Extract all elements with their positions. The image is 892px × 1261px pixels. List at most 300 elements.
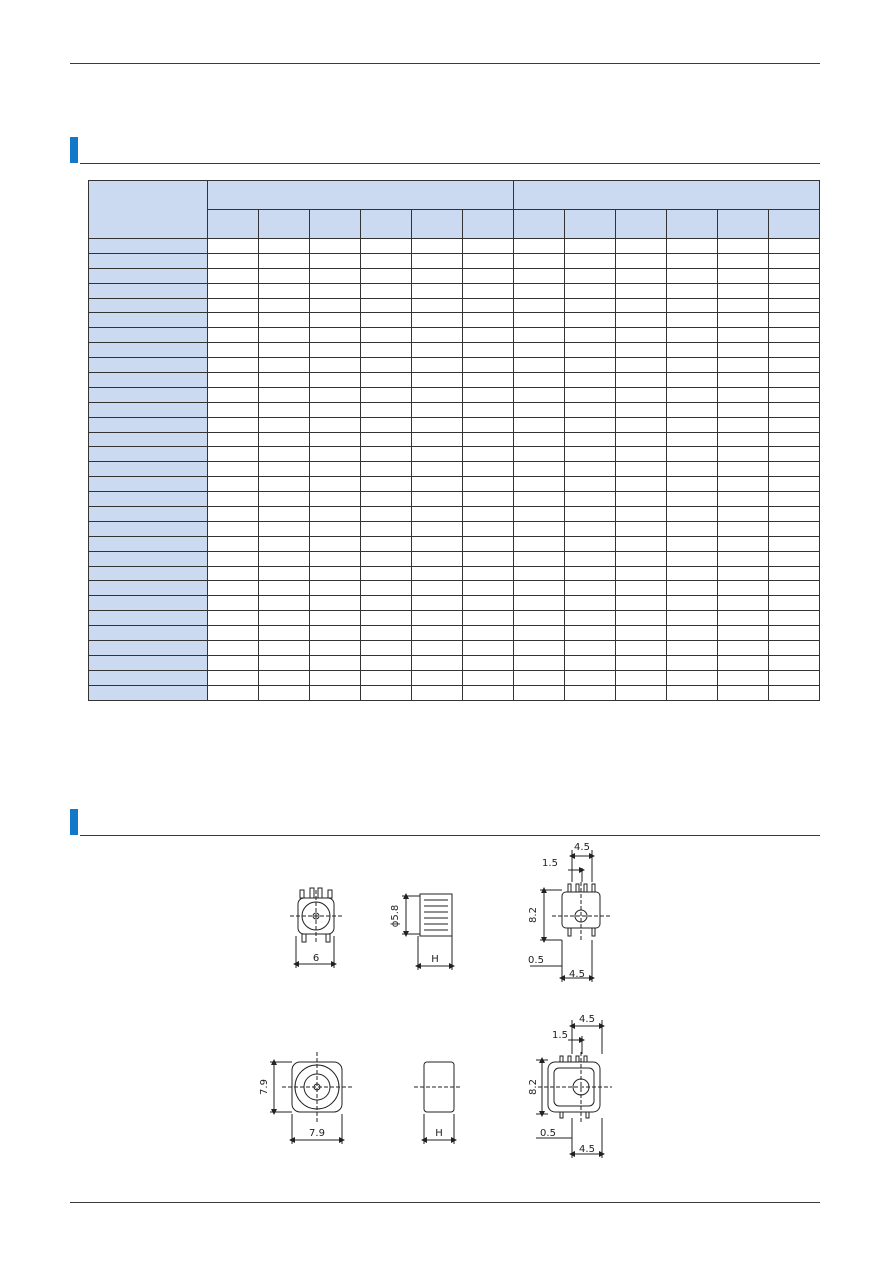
table-cell <box>667 417 718 432</box>
table-cell <box>412 611 463 626</box>
row-header-cell <box>89 462 208 477</box>
group-header-a <box>208 181 514 210</box>
table-cell <box>667 596 718 611</box>
table-cell <box>616 373 667 388</box>
table-cell <box>718 387 769 402</box>
table-cell <box>208 447 259 462</box>
table-cell <box>412 670 463 685</box>
table-cell <box>463 298 514 313</box>
table-cell <box>769 373 820 388</box>
table-cell <box>667 492 718 507</box>
type-a-bottom-pitch-label: 4.5 <box>569 969 585 980</box>
table-cell <box>514 611 565 626</box>
table-cell <box>667 298 718 313</box>
table-cell <box>718 521 769 536</box>
table-cell <box>310 432 361 447</box>
table-cell <box>310 551 361 566</box>
type-b-length-label: 8.2 <box>528 1079 539 1095</box>
table-cell <box>463 283 514 298</box>
table-cell <box>463 239 514 254</box>
type-a-width-label: 6 <box>312 953 320 964</box>
table-cell <box>718 239 769 254</box>
table-cell <box>718 328 769 343</box>
table-cell <box>769 358 820 373</box>
table-cell <box>208 462 259 477</box>
table-cell <box>412 447 463 462</box>
table-cell <box>769 417 820 432</box>
table-cell <box>565 655 616 670</box>
row-header-cell <box>89 492 208 507</box>
table-cell <box>208 626 259 641</box>
table-cell <box>616 670 667 685</box>
table-cell <box>565 626 616 641</box>
table-row <box>89 298 820 313</box>
table-cell <box>718 507 769 522</box>
table-cell <box>361 373 412 388</box>
table-cell <box>310 402 361 417</box>
table-cell <box>514 521 565 536</box>
table-cell <box>361 313 412 328</box>
table-cell <box>514 358 565 373</box>
part-number-header <box>89 181 208 239</box>
table-cell <box>769 477 820 492</box>
row-header-cell <box>89 685 208 700</box>
table-cell <box>565 268 616 283</box>
table-cell <box>718 343 769 358</box>
table-cell <box>514 387 565 402</box>
table-cell <box>310 521 361 536</box>
row-header-cell <box>89 432 208 447</box>
table-cell <box>310 596 361 611</box>
table-cell <box>514 298 565 313</box>
table-cell <box>310 373 361 388</box>
table-cell <box>514 343 565 358</box>
table-cell <box>463 507 514 522</box>
table-cell <box>310 507 361 522</box>
table-cell <box>769 298 820 313</box>
row-header-cell <box>89 521 208 536</box>
table-cell <box>259 551 310 566</box>
table-cell <box>667 328 718 343</box>
table-cell <box>718 373 769 388</box>
table-cell <box>769 239 820 254</box>
table-cell <box>208 298 259 313</box>
table-row <box>89 611 820 626</box>
table-cell <box>718 685 769 700</box>
table-row <box>89 253 820 268</box>
table-cell <box>514 253 565 268</box>
table-row <box>89 432 820 447</box>
table-cell <box>361 670 412 685</box>
table-cell <box>310 581 361 596</box>
table-cell <box>565 521 616 536</box>
table-cell <box>412 387 463 402</box>
table-cell <box>412 581 463 596</box>
table-cell <box>412 521 463 536</box>
table-cell <box>565 432 616 447</box>
row-header-cell <box>89 596 208 611</box>
table-cell <box>514 328 565 343</box>
table-cell <box>208 641 259 656</box>
table-cell <box>208 551 259 566</box>
table-row <box>89 492 820 507</box>
table-cell <box>208 507 259 522</box>
sub-header-cell <box>208 210 259 239</box>
table-cell <box>310 387 361 402</box>
table-cell <box>667 477 718 492</box>
table-cell <box>718 283 769 298</box>
table-cell <box>514 373 565 388</box>
table-cell <box>259 432 310 447</box>
table-cell <box>208 358 259 373</box>
table-cell <box>616 387 667 402</box>
table-cell <box>412 313 463 328</box>
table-cell <box>259 507 310 522</box>
table-cell <box>667 283 718 298</box>
row-header-cell <box>89 373 208 388</box>
table-cell <box>514 239 565 254</box>
table-row <box>89 507 820 522</box>
table-cell <box>412 268 463 283</box>
table-cell <box>208 402 259 417</box>
table-cell <box>616 268 667 283</box>
table-cell <box>565 373 616 388</box>
table-cell <box>718 670 769 685</box>
table-cell <box>514 432 565 447</box>
table-cell <box>259 596 310 611</box>
table-cell <box>769 447 820 462</box>
table-cell <box>514 685 565 700</box>
table-cell <box>259 566 310 581</box>
table-cell <box>310 641 361 656</box>
table-row <box>89 655 820 670</box>
table-cell <box>310 611 361 626</box>
table-cell <box>667 239 718 254</box>
table-cell <box>259 268 310 283</box>
table-cell <box>667 343 718 358</box>
table-cell <box>565 641 616 656</box>
table-cell <box>718 462 769 477</box>
table-cell <box>514 596 565 611</box>
table-cell <box>361 477 412 492</box>
table-cell <box>310 685 361 700</box>
table-cell <box>667 373 718 388</box>
row-header-cell <box>89 551 208 566</box>
table-cell <box>769 253 820 268</box>
table-cell <box>616 611 667 626</box>
table-cell <box>565 581 616 596</box>
table-cell <box>310 298 361 313</box>
table-cell <box>361 685 412 700</box>
table-cell <box>208 283 259 298</box>
table-cell <box>565 536 616 551</box>
table-cell <box>259 670 310 685</box>
table-cell <box>208 492 259 507</box>
table-cell <box>259 387 310 402</box>
table-cell <box>616 581 667 596</box>
table-cell <box>361 492 412 507</box>
table-row <box>89 402 820 417</box>
table-cell <box>769 596 820 611</box>
table-row <box>89 685 820 700</box>
table-cell <box>769 626 820 641</box>
table-cell <box>310 477 361 492</box>
table-cell <box>667 655 718 670</box>
table-cell <box>514 492 565 507</box>
sub-header-cell <box>718 210 769 239</box>
table-cell <box>412 492 463 507</box>
table-cell <box>565 566 616 581</box>
table-cell <box>259 283 310 298</box>
table-cell <box>208 313 259 328</box>
table-cell <box>463 521 514 536</box>
table-cell <box>259 685 310 700</box>
table-cell <box>463 581 514 596</box>
table-cell <box>208 655 259 670</box>
table-cell <box>514 536 565 551</box>
table-cell <box>259 641 310 656</box>
table-cell <box>616 655 667 670</box>
table-cell <box>769 641 820 656</box>
table-cell <box>718 536 769 551</box>
sub-header-cell <box>514 210 565 239</box>
table-cell <box>514 477 565 492</box>
table-cell <box>718 551 769 566</box>
table-row <box>89 566 820 581</box>
table-cell <box>514 566 565 581</box>
table-cell <box>667 581 718 596</box>
table-cell <box>616 417 667 432</box>
row-header-cell <box>89 239 208 254</box>
table-cell <box>310 358 361 373</box>
type-b-bottom-pitch-label: 4.5 <box>579 1144 595 1155</box>
table-row <box>89 373 820 388</box>
table-cell <box>769 343 820 358</box>
table-cell <box>361 566 412 581</box>
table-cell <box>463 492 514 507</box>
table-cell <box>259 462 310 477</box>
footer-rule <box>70 1202 820 1203</box>
table-cell <box>310 626 361 641</box>
table-cell <box>463 268 514 283</box>
row-header-cell <box>89 507 208 522</box>
table-cell <box>718 358 769 373</box>
table-cell <box>616 536 667 551</box>
table-cell <box>616 447 667 462</box>
table-cell <box>310 343 361 358</box>
table-cell <box>514 655 565 670</box>
table-cell <box>208 268 259 283</box>
table-cell <box>361 283 412 298</box>
table-cell <box>769 462 820 477</box>
type-a-terminal-label: 0.5 <box>528 955 544 966</box>
table-cell <box>208 417 259 432</box>
type-b-side-h-label: 7.9 <box>309 1128 325 1139</box>
table-row <box>89 387 820 402</box>
table-cell <box>769 521 820 536</box>
table-cell <box>208 373 259 388</box>
table-cell <box>412 417 463 432</box>
table-cell <box>514 283 565 298</box>
table-cell <box>667 402 718 417</box>
table-cell <box>565 283 616 298</box>
table-cell <box>463 402 514 417</box>
table-cell <box>412 253 463 268</box>
table-row <box>89 536 820 551</box>
sub-header-cell <box>565 210 616 239</box>
table-cell <box>310 536 361 551</box>
table-cell <box>616 641 667 656</box>
table-cell <box>667 507 718 522</box>
table-cell <box>565 358 616 373</box>
type-a-length-label: 8.2 <box>528 907 539 923</box>
table-cell <box>616 298 667 313</box>
table-cell <box>208 387 259 402</box>
table-cell <box>310 253 361 268</box>
table-cell <box>361 611 412 626</box>
table-cell <box>208 521 259 536</box>
table-cell <box>259 611 310 626</box>
table-cell <box>208 611 259 626</box>
row-header-cell <box>89 417 208 432</box>
row-header-cell <box>89 387 208 402</box>
table-cell <box>259 581 310 596</box>
table-cell <box>616 685 667 700</box>
type-a-offset-label: 1.5 <box>542 858 558 869</box>
table-cell <box>514 641 565 656</box>
table-cell <box>667 521 718 536</box>
table-row <box>89 641 820 656</box>
table-cell <box>514 551 565 566</box>
table-cell <box>463 611 514 626</box>
table-cell <box>463 626 514 641</box>
table-cell <box>361 581 412 596</box>
table-cell <box>565 313 616 328</box>
table-cell <box>361 358 412 373</box>
table-cell <box>616 358 667 373</box>
table-cell <box>667 670 718 685</box>
table-cell <box>616 521 667 536</box>
table-cell <box>514 462 565 477</box>
table-cell <box>463 596 514 611</box>
type-b-pitch-label: 4.5 <box>579 1014 595 1025</box>
row-header-cell <box>89 670 208 685</box>
table-cell <box>769 685 820 700</box>
table-cell <box>361 536 412 551</box>
table-cell <box>718 581 769 596</box>
table-cell <box>616 477 667 492</box>
table-row <box>89 268 820 283</box>
table-cell <box>463 655 514 670</box>
table-cell <box>208 328 259 343</box>
type-a-diameter-label: ϕ5.8 <box>390 904 401 928</box>
sub-header-cell <box>769 210 820 239</box>
table-cell <box>667 462 718 477</box>
table-cell <box>310 447 361 462</box>
table-cell <box>412 373 463 388</box>
table-cell <box>361 268 412 283</box>
type-a-pitch-label: 4.5 <box>574 842 590 853</box>
table-cell <box>718 655 769 670</box>
type-b-terminal-label: 0.5 <box>540 1128 556 1139</box>
row-header-cell <box>89 283 208 298</box>
row-header-cell <box>89 343 208 358</box>
table-cell <box>463 417 514 432</box>
row-header-cell <box>89 402 208 417</box>
table-cell <box>769 581 820 596</box>
table-cell <box>208 566 259 581</box>
table-cell <box>310 492 361 507</box>
table-cell <box>310 566 361 581</box>
table-cell <box>718 566 769 581</box>
row-header-cell <box>89 655 208 670</box>
table-row <box>89 343 820 358</box>
table-cell <box>310 655 361 670</box>
table-cell <box>514 447 565 462</box>
table-cell <box>718 432 769 447</box>
table-cell <box>769 507 820 522</box>
table-cell <box>667 387 718 402</box>
table-cell <box>412 358 463 373</box>
table-cell <box>718 298 769 313</box>
table-cell <box>463 670 514 685</box>
row-header-cell <box>89 298 208 313</box>
table-cell <box>310 268 361 283</box>
table-row <box>89 283 820 298</box>
table-cell <box>361 298 412 313</box>
table-cell <box>616 343 667 358</box>
table-cell <box>718 641 769 656</box>
table-cell <box>259 253 310 268</box>
table-cell <box>514 268 565 283</box>
table-cell <box>565 239 616 254</box>
table-cell <box>463 313 514 328</box>
section-rule-specifications <box>80 163 820 164</box>
dimension-drawings <box>230 836 650 1166</box>
table-cell <box>259 298 310 313</box>
table-cell <box>718 447 769 462</box>
table-cell <box>616 507 667 522</box>
table-cell <box>463 477 514 492</box>
table-cell <box>667 685 718 700</box>
table-cell <box>769 611 820 626</box>
table-cell <box>514 581 565 596</box>
type-a-height-label: H <box>431 954 439 965</box>
table-cell <box>565 298 616 313</box>
table-row <box>89 239 820 254</box>
table-cell <box>208 685 259 700</box>
row-header-cell <box>89 641 208 656</box>
sub-header-cell <box>310 210 361 239</box>
group-header-b <box>514 181 820 210</box>
table-cell <box>259 239 310 254</box>
row-header-cell <box>89 313 208 328</box>
row-header-cell <box>89 268 208 283</box>
table-cell <box>718 611 769 626</box>
table-cell <box>769 536 820 551</box>
table-cell <box>514 417 565 432</box>
table-cell <box>718 417 769 432</box>
section-marker-dimensions <box>70 809 78 835</box>
table-cell <box>412 507 463 522</box>
table-cell <box>565 551 616 566</box>
table-cell <box>412 655 463 670</box>
table-cell <box>259 402 310 417</box>
table-cell <box>616 626 667 641</box>
table-cell <box>463 432 514 447</box>
table-cell <box>412 432 463 447</box>
table-row <box>89 521 820 536</box>
